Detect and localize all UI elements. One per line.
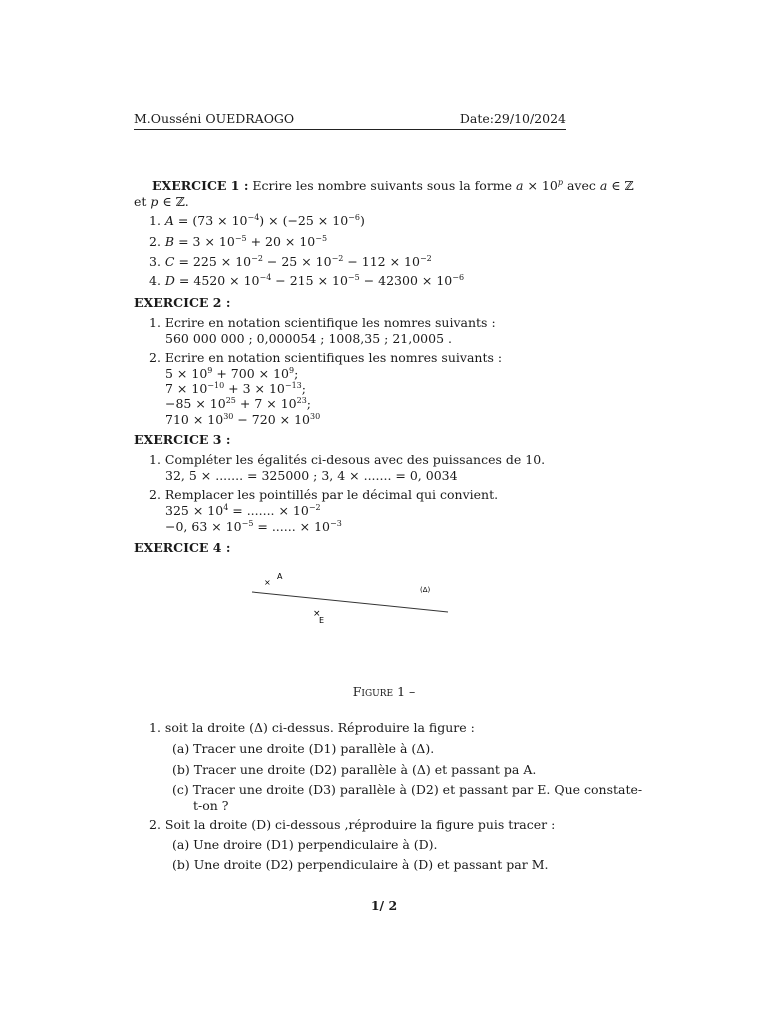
ex3-item-2-eq-1: $325 \times 10^4$ = ....... × $10^{-2}$ xyxy=(165,502,321,518)
ex3-item-1: 1. Compléter les égalités ci-desous avec des puissances de 10. xyxy=(149,452,546,467)
point-a-cross: × xyxy=(264,578,271,587)
ex2-item-2: 2. Ecrire en notation scientifiques les nomres suivants : xyxy=(149,350,503,365)
ex4-q2a: (a) Une droire (D1) perpendiculaire à (D). xyxy=(172,837,438,852)
ex2-expr-4: $710 \times 10^{30} - 720 \times 10^{30}$ xyxy=(165,411,321,427)
ex2-item-1-values: 560 000 000 ; 0,000054 ; 1008,35 ; 21,0005 . xyxy=(165,331,452,346)
date: Date:29/10/2024 xyxy=(459,111,566,126)
ex4-q1b: (b) Tracer une droite (D2) parallèle à (Δ) et passant pa A. xyxy=(172,762,537,777)
label-e: E xyxy=(319,616,325,625)
ex1-intro-b: avec xyxy=(566,178,596,193)
ex3-item-1-eq: 32, 5 × ....... = 325000 ; 3, 4 × ....... = 0, 0034 xyxy=(165,468,458,483)
ex1-item-1: 1. $A = (73 \times 10^{-4}) \times (-25 \times 10^{-6})$ xyxy=(149,212,365,228)
ex4-q1a: (a) Tracer une droite (D1) parallèle à (Δ). xyxy=(172,741,435,756)
ex4-title: EXERCICE 4 : xyxy=(134,540,231,555)
ex4-q2: 2. Soit la droite (D) ci-dessous ,réproduire la figure puis tracer : xyxy=(149,817,556,832)
ex1-item-2: 2. $B = 3 \times 10^{-5} + 20 \times 10^{-5}$ xyxy=(149,233,328,249)
ex1-intro: EXERCICE 1 : Ecrire les nombre suivants sous la forme $a \times 10^p$ avec a ∈ ℤ xyxy=(152,177,634,193)
ex2-expr-2: $7 \times 10^{-10} + 3 \times 10^{-13}$; xyxy=(165,380,306,396)
ex2-expr-1: $5 \times 10^9 + 700 \times 10^9$; xyxy=(165,365,299,381)
ex1-title: EXERCICE 1 : xyxy=(152,178,249,193)
ex4-q1: 1. soit la droite (Δ) ci-dessus. Réproduire la figure : xyxy=(149,720,475,735)
ex4-q1c-cont: t-on ? xyxy=(193,798,229,813)
author: M.Ousséni OUEDRAOGO xyxy=(134,111,295,126)
ex4-q2b: (b) Une droite (D2) perpendiculaire à (D) et passant par M. xyxy=(172,857,549,872)
ex1-intro-a: Ecrire les nombre suivants sous la forme xyxy=(252,178,513,193)
label-a: A xyxy=(277,572,283,581)
ex2-item-1: 1. Ecrire en notation scientifique les nomres suivants : xyxy=(149,315,496,330)
point-e-cross: × xyxy=(313,609,321,619)
line-delta xyxy=(252,592,448,612)
page-header xyxy=(134,111,566,130)
ex3-item-2-eq-2: −0, $63 \times 10^{-5}$ = ...... × $10^{-3}$ xyxy=(165,518,342,534)
ex1-item-4: 4. $D = 4520 \times 10^{-4} - 215 \times 10^{-5} - 42300 \times 10^{-6}$ xyxy=(149,272,465,288)
ex2-expr-3: $-85 \times 10^{25} + 7 \times 10^{23}$; xyxy=(165,395,312,411)
ex1-item-3: 3. $C = 225 \times 10^{-2} - 25 \times 10^{-2} - 112 \times 10^{-2}$ xyxy=(149,253,432,269)
ex2-title: EXERCICE 2 : xyxy=(134,295,231,310)
ex3-item-2: 2. Remplacer les pointillés par le décimal qui convient. xyxy=(149,487,499,502)
page-number: 1/ 2 xyxy=(370,898,398,913)
figure-delta xyxy=(250,565,450,655)
ex3-title: EXERCICE 3 : xyxy=(134,432,231,447)
label-delta: (Δ) xyxy=(420,586,431,594)
ex1-intro-cont: et p ∈ ℤ. xyxy=(134,194,189,209)
ex4-q1c: (c) Tracer une droite (D3) parallèle à (D2) et passant par E. Que constate- xyxy=(172,782,643,797)
ex1-intro-c: et xyxy=(134,194,147,209)
figure-caption: Figure 1 – xyxy=(352,684,416,699)
